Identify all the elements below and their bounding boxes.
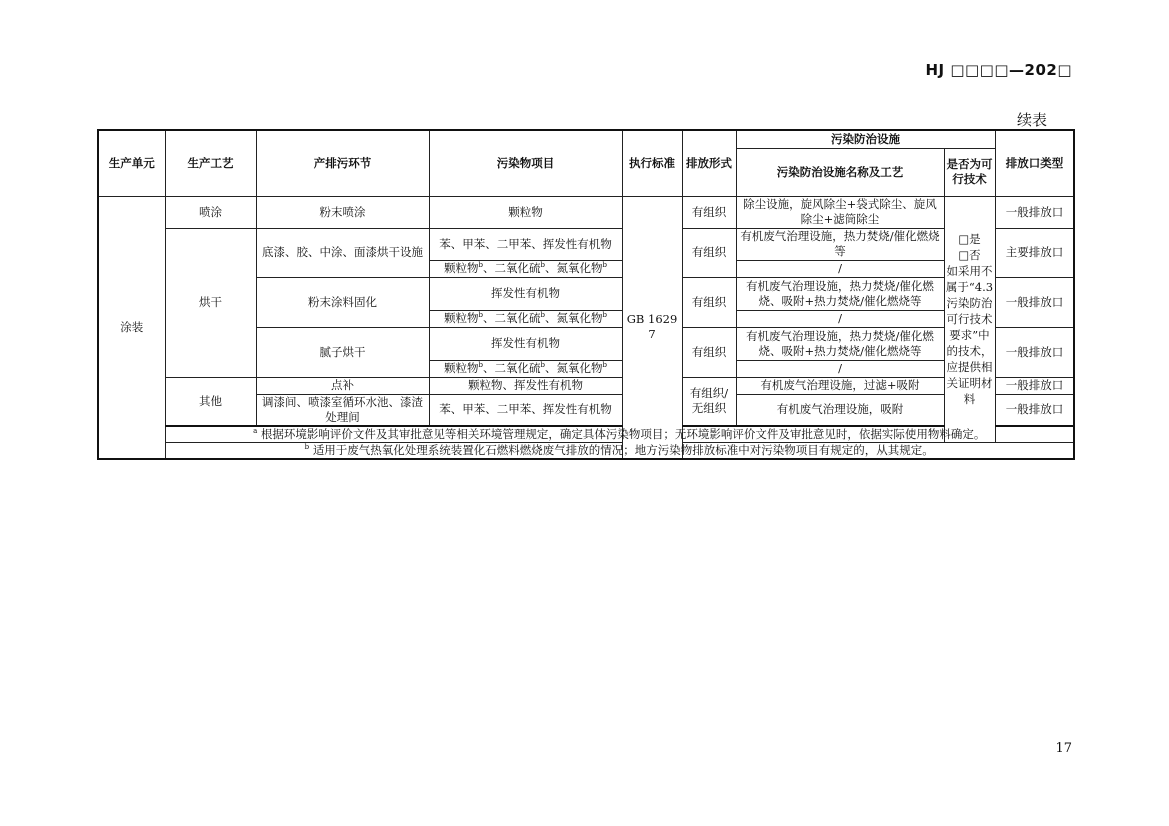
pollutant-cell — [429, 360, 622, 377]
process-cell: 其他 — [165, 377, 256, 426]
pollutant-cell — [429, 260, 622, 277]
header-standard: 执行标准 — [622, 130, 682, 196]
footnote-mark: a — [253, 426, 258, 435]
footnote-mark: b — [540, 361, 545, 370]
footnote-mark: b — [304, 442, 310, 451]
process-cell: 喷涂 — [165, 196, 256, 228]
pollutant-name: 颗粒物 — [444, 311, 479, 325]
link-cell: 调漆间、喷漆室循环水池、漆渣处理间 — [256, 394, 429, 426]
outlet-cell: 一般排放口 — [995, 394, 1074, 426]
footnote-mark: b — [540, 261, 545, 270]
pollutant-cell: 挥发性有机物 — [429, 327, 622, 360]
form-cell: 有组织 — [682, 327, 736, 377]
pollutant-name: 颗粒物 — [444, 361, 479, 375]
footnote-mark: b — [602, 261, 607, 270]
header-unit: 生产单元 — [98, 130, 165, 196]
header-feasible: 是否为可行技术 — [944, 148, 995, 196]
document-code: HJ □□□□—202□ — [925, 61, 1072, 79]
pollutant-cell: 颗粒物 — [429, 196, 622, 228]
outlet-cell: 一般排放口 — [995, 277, 1074, 327]
link-cell: 点补 — [256, 377, 429, 394]
outlet-cell: 一般排放口 — [995, 327, 1074, 377]
footnote-mark: b — [478, 361, 483, 370]
footnote-mark: b — [602, 361, 607, 370]
header-facility-group: 污染防治设施 — [736, 130, 995, 148]
facility-cell: / — [736, 310, 944, 327]
header-pollutant: 污染物项目 — [429, 130, 622, 196]
link-cell: 底漆、胶、中涂、面漆烘干设施 — [256, 228, 429, 277]
feasible-cell: □是 □否 如采用不属于“4.3污染防治可行技术要求”中的技术，应提供相关证明材料 — [944, 196, 995, 442]
pollutant-name: 、氮氧化物 — [544, 361, 603, 375]
header-process: 生产工艺 — [165, 130, 256, 196]
form-cell: 有组织/无组织 — [682, 377, 736, 426]
link-cell: 腻子烘干 — [256, 327, 429, 377]
form-cell: 有组织 — [682, 228, 736, 277]
facility-cell: 有机废气治理设施，吸附 — [736, 394, 944, 426]
link-cell: 粉末喷涂 — [256, 196, 429, 228]
facility-cell: 有机废气治理设施，热力焚烧/催化燃烧、吸附+热力焚烧/催化燃烧等 — [736, 327, 944, 360]
continued-label: 续表 — [1016, 111, 1047, 129]
standard-cell: GB 16297 — [622, 196, 682, 459]
unit-cell: 涂装 — [98, 196, 165, 459]
facility-cell: / — [736, 260, 944, 277]
footnote-mark: b — [602, 311, 607, 320]
link-cell: 粉末涂料固化 — [256, 277, 429, 327]
pollutant-name: 、氮氧化物 — [544, 311, 603, 325]
pollutant-name: 、氮氧化物 — [544, 261, 603, 275]
facility-cell: 除尘设施，旋风除尘+袋式除尘、旋风除尘+滤筒除尘 — [736, 196, 944, 228]
pollutant-name: 、二氧化硫 — [483, 311, 541, 325]
footnote-a — [165, 426, 1074, 443]
outlet-cell: 一般排放口 — [995, 377, 1074, 394]
footnote-mark: b — [478, 261, 483, 270]
header-facility-name: 污染防治设施名称及工艺 — [736, 148, 944, 196]
pollutant-cell: 颗粒物、挥发性有机物 — [429, 377, 622, 394]
facility-cell: 有机废气治理设施，热力焚烧/催化燃烧、吸附+热力焚烧/催化燃烧等 — [736, 277, 944, 310]
facility-cell: 有机废气治理设施，热力焚烧/催化燃烧等 — [736, 228, 944, 260]
process-cell: 烘干 — [165, 228, 256, 377]
facility-cell: 有机废气治理设施，过滤+吸附 — [736, 377, 944, 394]
emission-table — [97, 129, 1075, 460]
pollutant-name: 、二氧化硫 — [483, 361, 541, 375]
pollutant-name: 颗粒物 — [444, 261, 479, 275]
header-outlet-type: 排放口类型 — [995, 130, 1074, 196]
header-link: 产排污环节 — [256, 130, 429, 196]
header-emission-form: 排放形式 — [682, 130, 736, 196]
facility-cell: / — [736, 360, 944, 377]
page-number: 17 — [1055, 741, 1072, 756]
pollutant-cell: 苯、甲苯、二甲苯、挥发性有机物 — [429, 394, 622, 426]
form-cell: 有组织 — [682, 277, 736, 327]
footnote-mark: b — [478, 311, 483, 320]
outlet-cell: 一般排放口 — [995, 196, 1074, 228]
pollutant-name: 、二氧化硫 — [483, 261, 541, 275]
outlet-cell: 主要排放口 — [995, 228, 1074, 277]
pollutant-cell: 挥发性有机物 — [429, 277, 622, 310]
footnote-text: 根据环境影响评价文件及其审批意见等相关环境管理规定，确定具体污染物项目；无环境影响评价文件及审批意见时，依据实际使用物料确定。 — [260, 426, 986, 441]
footnote-b — [165, 442, 1074, 459]
form-cell: 有组织 — [682, 196, 736, 228]
footnote-mark: b — [540, 311, 545, 320]
pollutant-cell: 苯、甲苯、二甲苯、挥发性有机物 — [429, 228, 622, 260]
footnote-text: 适用于废气热氧化处理系统装置化石燃料燃烧废气排放的情况；地方污染物排放标准中对污染物项目有规定的，从其规定。 — [312, 442, 934, 457]
pollutant-cell — [429, 310, 622, 327]
